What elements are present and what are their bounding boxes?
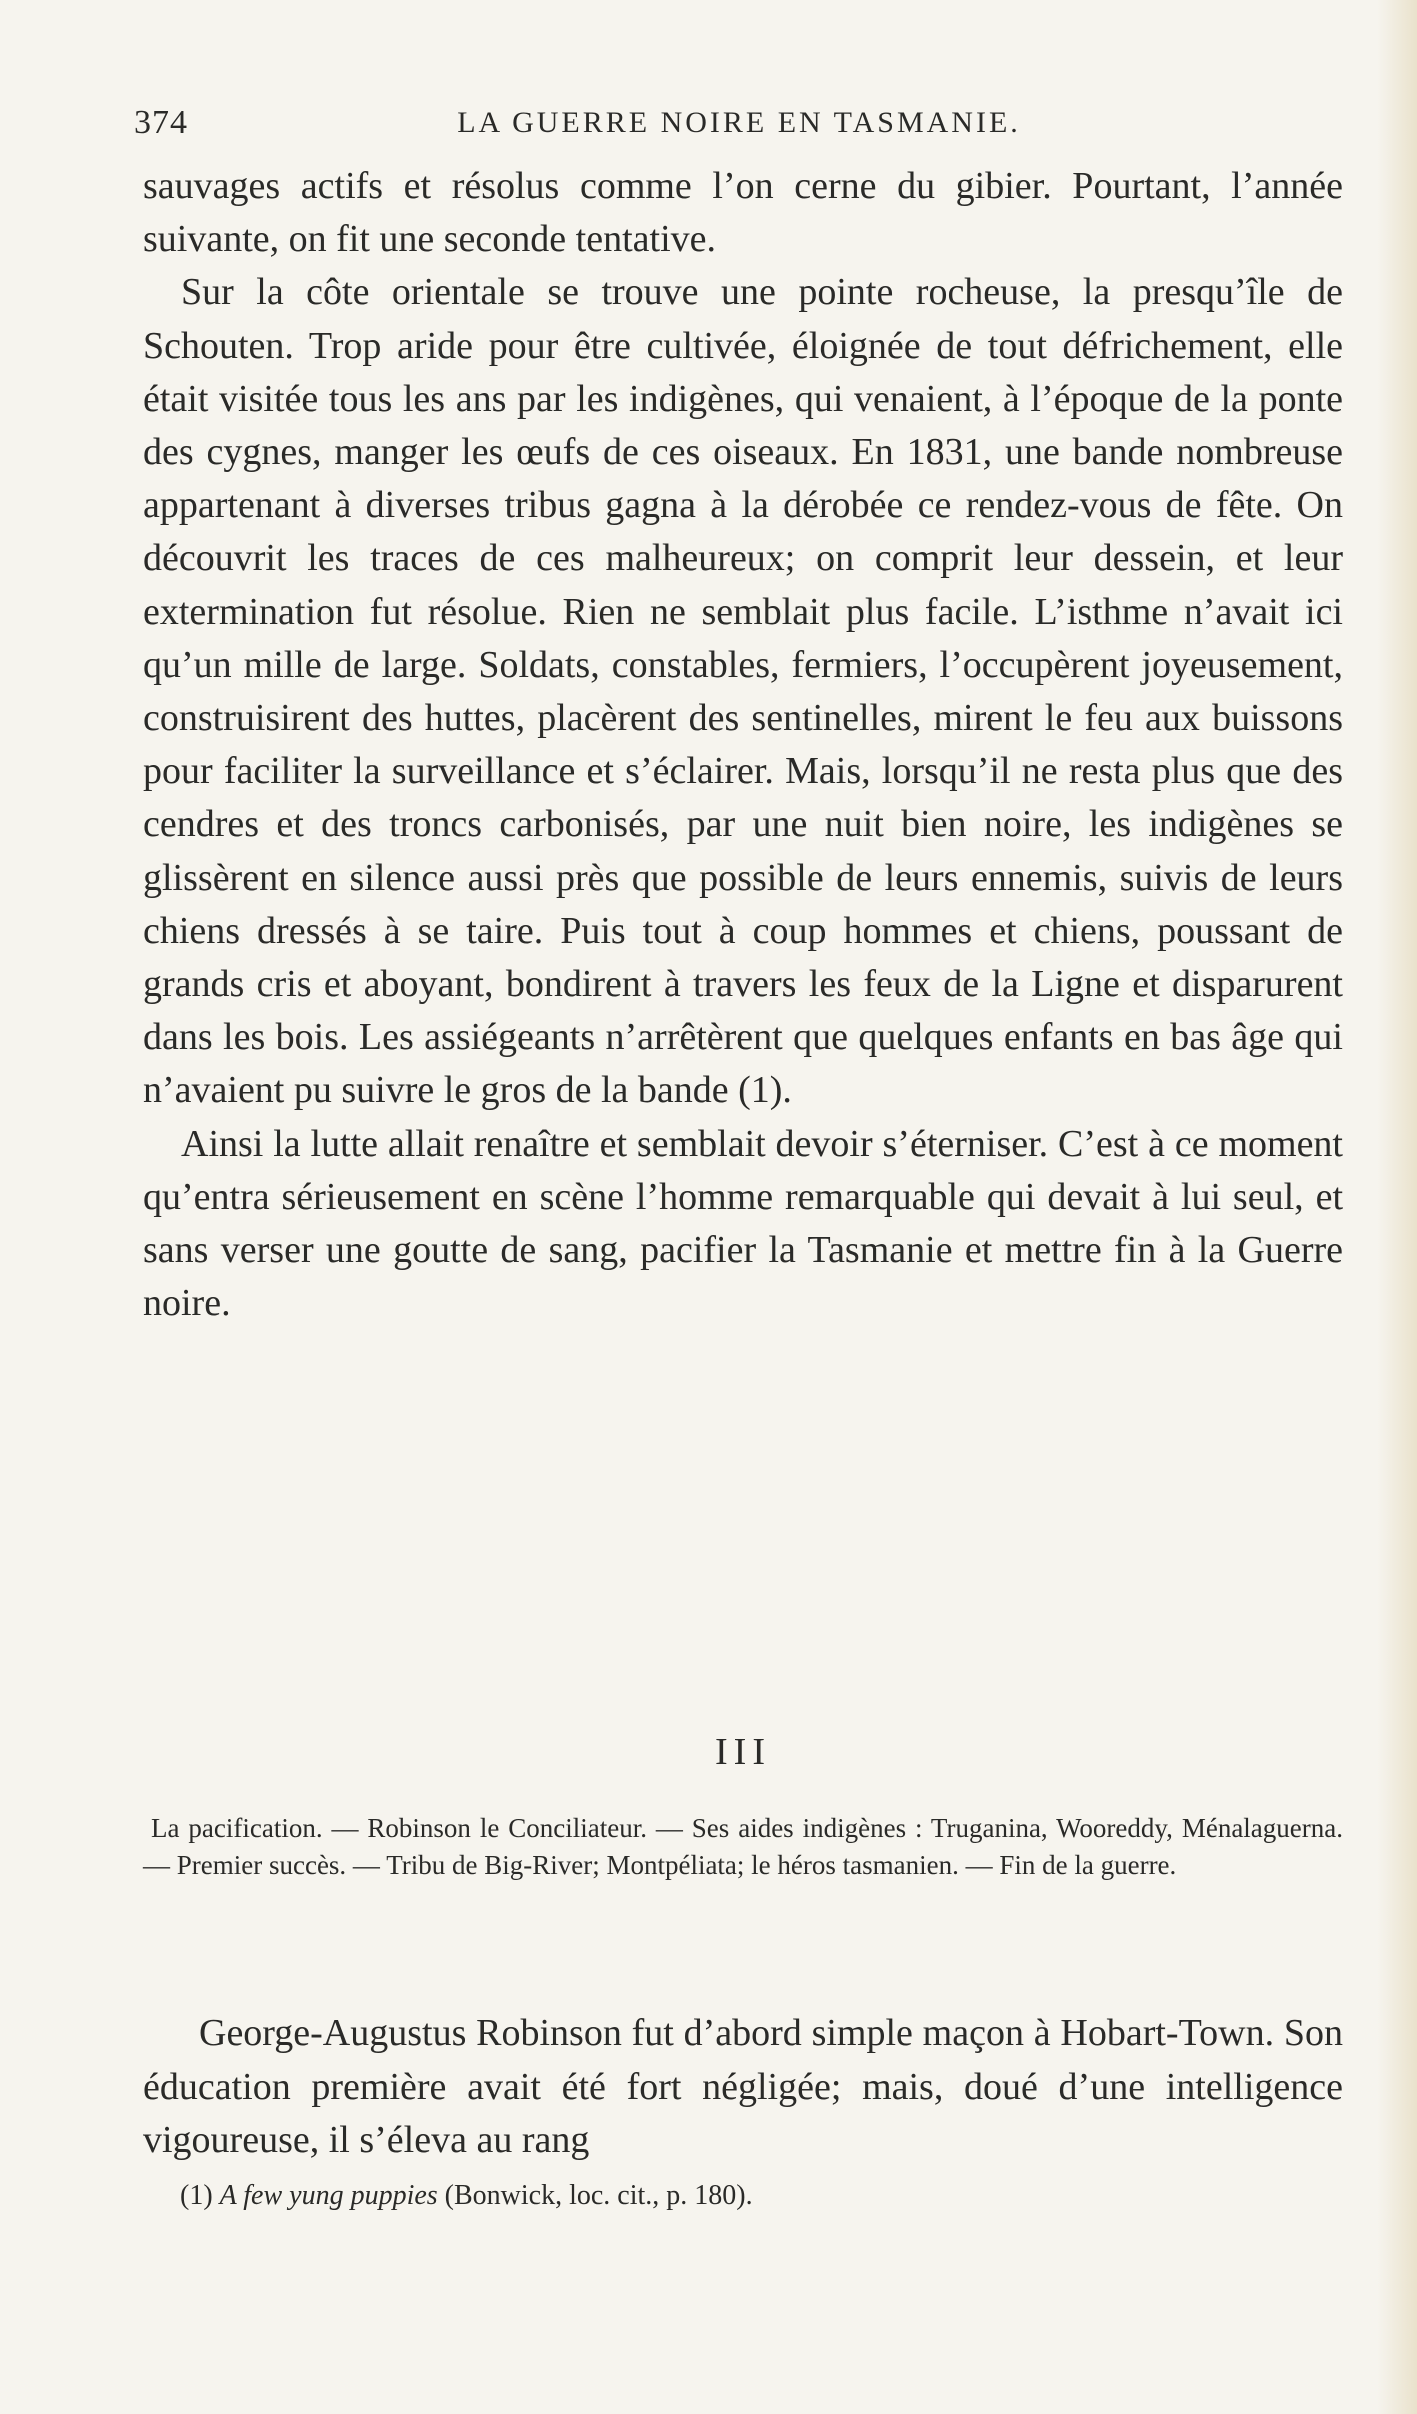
footnote (180, 2178, 1330, 2214)
page-header (134, 104, 1344, 144)
running-head: LA GUERRE NOIRE EN TASMANIE. (457, 106, 1021, 139)
section-text (143, 2007, 1343, 2168)
footnote-citation: (Bonwick, loc. cit., p. 180). (444, 2180, 753, 2211)
footnote-marker: (1) (180, 2180, 213, 2211)
section-three (143, 1730, 1343, 1883)
section-number: III (715, 1731, 771, 1773)
page-edge-shadow (1377, 0, 1417, 2414)
paragraph-schouten: Sur la côte orientale se trouve une pointe rocheuse, la presqu’île de Schouten. Trop aride pour être cultivée, éloignée de tout défrichement, elle était visitée tous les ans par les indigènes, qui venaient, à l’époque de la ponte des cygnes, manger les œufs de ces oiseaux. En 1831, une bande nombreuse appartenant à diverses tribus gagna à la dérobée ce rendez-vous de fête. On découvrit les traces de ces malheureux; on comprit leur dessein, et leur extermination fut résolue. Rien ne semblait plus facile. L’isthme n’avait ici qu’un mille de large. Soldats, constables, fermiers, l’occupèrent joyeusement, construisirent des huttes, placèrent des sentinelles, mirent le feu aux buissons pour faciliter la surveillance et s’éclairer. Mais, lorsqu’il ne resta plus que des cendres et des troncs carbonisés, par une nuit bien noire, les indigènes se glissèrent en silence aussi près que possible de leurs ennemis, suivis de leurs chiens dressés à se taire. Puis tout à coup hommes et chiens, poussant de grands cris et aboyant, bondirent à travers les feux de la Ligne et disparurent dans les bois. Les assiégeants n’arrêtèrent que quelques enfants en bas âge qui n’avaient pu suivre le gros de la bande (1). (143, 271, 1343, 1112)
section-summary: La pacification. — Robinson le Conciliateur. — Ses aides indigènes : Truganina, Wooreddy, Ménalaguerna. — Premier succès. — Tribu de Big-River; Montpéliata; le héros tasmanien. — Fin de la guerre. (143, 1813, 1343, 1880)
paragraph-continuation: sauvages actifs et résolus comme l’on cerne du gibier. Pourtant, l’année suivante, on fit une seconde tentative. (143, 165, 1343, 261)
footnote-title: A few yung puppies (219, 2180, 438, 2211)
main-text (143, 160, 1343, 1330)
paragraph-robinson-biography: George-Augustus Robinson fut d’abord simple maçon à Hobart-Town. Son éducation première avait été fort négligée; mais, doué d’une intelligence vigoureuse, il s’éleva au rang (143, 2012, 1343, 2161)
page-number: 374 (134, 104, 188, 141)
paragraph-robinson-intro: Ainsi la lutte allait renaître et semblait devoir s’éterniser. C’est à ce moment qu’entra sérieusement en scène l’homme remarquable qui devait à lui seul, et sans verser une goutte de sang, pacifier la Tasmanie et mettre fin à la Guerre noire. (143, 1122, 1343, 1325)
